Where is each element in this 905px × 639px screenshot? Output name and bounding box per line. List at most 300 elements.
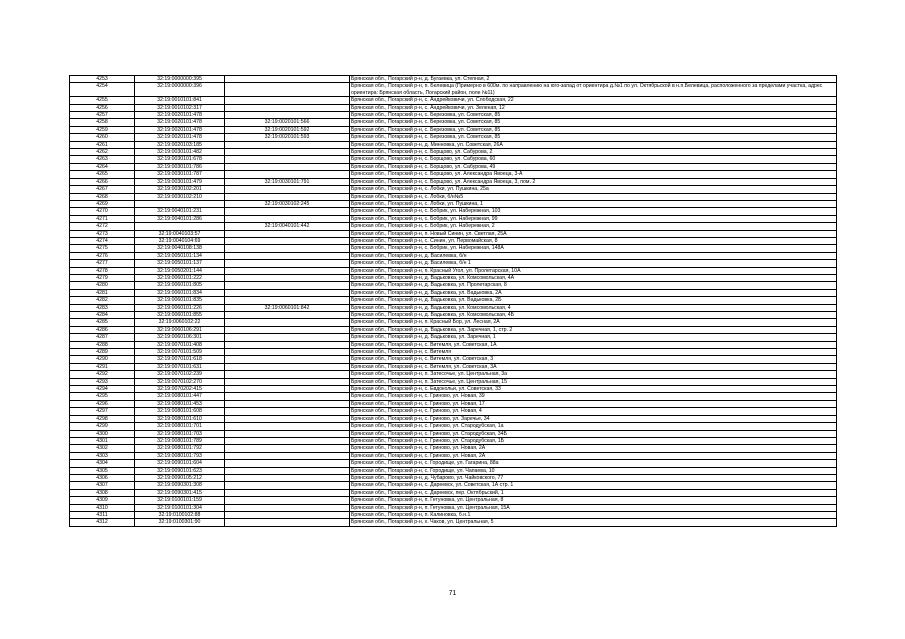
address-cell: Брянская обл., Погарский р-н, с. Бобрик, ул. Набережная, 99 (350, 215, 837, 222)
cadastral-number-cell: 32:19:0070101:408 (135, 341, 225, 348)
row-number-cell: 4270 (70, 208, 135, 215)
cadastral-number-cell: 32:19:0070202:415 (135, 386, 225, 393)
row-number-cell: 4278 (70, 267, 135, 274)
cadastral-number-cell: 32:19:0080101:703 (135, 430, 225, 437)
address-cell: Брянская обл., Погарский р-н, д. Василевка, б/н 1 (350, 260, 837, 267)
premises-number-cell: 32:19:0040101:442 (225, 223, 350, 230)
table-row (70, 334, 837, 341)
table-row (70, 126, 837, 133)
table-row (70, 76, 837, 83)
premises-number-cell (225, 76, 350, 83)
table-row (70, 482, 837, 489)
row-number-cell: 4303 (70, 452, 135, 459)
table-row (70, 312, 837, 319)
table-row (70, 511, 837, 518)
premises-number-cell: 32:19:0030101:791 (225, 178, 350, 185)
premises-number-cell: 32:19:0020101:593 (225, 134, 350, 141)
cadastral-number-cell: 32:19:0010101:841 (135, 97, 225, 104)
table-row (70, 223, 837, 230)
premises-number-cell (225, 171, 350, 178)
row-number-cell: 4297 (70, 408, 135, 415)
row-number-cell: 4283 (70, 304, 135, 311)
table-row (70, 171, 837, 178)
cadastral-number-cell: 32:19:0070101:509 (135, 349, 225, 356)
row-number-cell: 4307 (70, 482, 135, 489)
cadastral-number-cell: 32:19:0070101:618 (135, 356, 225, 363)
cadastral-number-cell: 32:19:0030101:787 (135, 171, 225, 178)
address-cell: Брянская обл., Погарский р-н, д. Минновка, ул. Советская, 26А (350, 141, 837, 148)
row-number-cell: 4299 (70, 423, 135, 430)
premises-number-cell (225, 297, 350, 304)
table-row (70, 386, 837, 393)
address-cell: Брянская обл., Погарский р-н, с. Витемля, ул. Советская, 3А (350, 363, 837, 370)
row-number-cell: 4273 (70, 230, 135, 237)
cadastral-number-cell: 32:19:0080101:792 (135, 445, 225, 452)
row-number-cell: 4268 (70, 193, 135, 200)
cadastral-number-cell: 32:19:0090301:308 (135, 482, 225, 489)
premises-number-cell (225, 511, 350, 518)
table-row (70, 260, 837, 267)
cadastral-number-cell: 32:19:0080101:608 (135, 408, 225, 415)
row-number-cell: 4310 (70, 504, 135, 511)
address-cell: Брянская обл., Погарский р-н, с. Гриново, ул. Стародубская, 1Б (350, 437, 837, 444)
address-cell: Брянская обл., Погарский р-н, с. Гриново, ул. Заречье, 34 (350, 415, 837, 422)
cadastral-number-cell (135, 200, 225, 207)
address-cell: Брянская обл., Погарский р-н, п. Красный Угол, ул. Пролетарская, 10А (350, 267, 837, 274)
row-number-cell: 4275 (70, 245, 135, 252)
row-number-cell: 4257 (70, 112, 135, 119)
address-cell: Брянская обл., Погарский р-н, д. Бугаевка, ул. Степная, 2 (350, 76, 837, 83)
row-number-cell: 4289 (70, 349, 135, 356)
cadastral-number-cell: 32:19:0040104:69 (135, 237, 225, 244)
address-cell: Брянская обл., Погарский р-н, д. Вадьковка, ул. Пролетарская, 8 (350, 282, 837, 289)
table-row (70, 497, 837, 504)
table-row (70, 319, 837, 326)
row-number-cell: 4296 (70, 400, 135, 407)
row-number-cell: 4263 (70, 156, 135, 163)
address-cell: Брянская обл., Погарский р-н, с. Гриново, ул. Новая, 4 (350, 408, 837, 415)
cadastral-number-cell: 32:19:0000000:396 (135, 83, 225, 97)
premises-number-cell (225, 104, 350, 111)
cadastral-number-cell: 32:19:0030102:201 (135, 186, 225, 193)
cadastral-number-cell: 32:19:0020101:478 (135, 119, 225, 126)
premises-number-cell (225, 445, 350, 452)
row-number-cell: 4291 (70, 363, 135, 370)
row-number-cell: 4302 (70, 445, 135, 452)
table-row (70, 356, 837, 363)
address-cell: Брянская обл., Погарский р-н, с. Лобки, ул. Пушкина, 25а (350, 186, 837, 193)
address-cell: Брянская обл., Погарский р-н, с. Бобрик, ул. Набережная, 148А (350, 245, 837, 252)
row-number-cell: 4290 (70, 356, 135, 363)
row-number-cell: 4298 (70, 415, 135, 422)
address-cell: Брянская обл., Погарский р-н, с. Гриново, ул. Новая, 39 (350, 393, 837, 400)
cadastral-number-cell: 32:19:0070102:270 (135, 378, 225, 385)
premises-number-cell (225, 497, 350, 504)
address-cell: Брянская обл., Погарский р-н, д. Вадьковка, ул. Комсомольская, 4Б (350, 312, 837, 319)
row-number-cell: 4294 (70, 386, 135, 393)
cadastral-number-cell: 32:19:0070102:239 (135, 371, 225, 378)
premises-number-cell (225, 489, 350, 496)
row-number-cell: 4305 (70, 467, 135, 474)
table-row (70, 97, 837, 104)
address-cell: Брянская обл., Погарский р-н, с. Городище, ул. Чапаева, 10 (350, 467, 837, 474)
premises-number-cell (225, 460, 350, 467)
cadastral-number-cell: 32:19:0020101:478 (135, 134, 225, 141)
premises-number-cell (225, 437, 350, 444)
cadastral-number-cell: 32:19:0100102:88 (135, 511, 225, 518)
premises-number-cell: 32:19:0030102:245 (225, 200, 350, 207)
premises-number-cell (225, 149, 350, 156)
cadastral-number-cell: 32:19:0060106:291 (135, 326, 225, 333)
row-number-cell: 4284 (70, 312, 135, 319)
table-row (70, 141, 837, 148)
premises-number-cell (225, 252, 350, 259)
table-row (70, 400, 837, 407)
cadastral-number-cell: 32:19:0050101:137 (135, 260, 225, 267)
address-cell: Брянская обл., Погарский р-н, с. Борщово, ул. Александра Явоеца, 3, пом. 2 (350, 178, 837, 185)
cadastral-number-cell: 32:19:0010102:317 (135, 104, 225, 111)
row-number-cell: 4308 (70, 489, 135, 496)
premises-number-cell (225, 163, 350, 170)
address-cell: Брянская обл., Погарский р-н, с. Городище, ул. Гагарина, 88а (350, 460, 837, 467)
address-cell: Брянская обл., Погарский р-н, с. Борщово, ул. Сабурова, 60 (350, 156, 837, 163)
row-number-cell: 4311 (70, 511, 135, 518)
cadastral-number-cell (135, 223, 225, 230)
address-cell: Брянская обл., Погарский р-н, с. Гриново, ул. Стародубская, 34Б (350, 430, 837, 437)
row-number-cell: 4279 (70, 274, 135, 281)
cadastral-number-cell: 32:19:0060101:855 (135, 312, 225, 319)
table-row (70, 489, 837, 496)
premises-number-cell (225, 430, 350, 437)
row-number-cell: 4253 (70, 76, 135, 83)
address-cell: Брянская обл., Погарский р-н, д. Вадьковка, ул. Вадьковка, 2А (350, 289, 837, 296)
address-cell: Брянская обл., Погарский р-н, с. Витемля (350, 349, 837, 356)
cadastral-number-cell: 32:19:0030101:786 (135, 163, 225, 170)
row-number-cell: 4309 (70, 497, 135, 504)
cadastral-number-cell: 32:19:0030101:678 (135, 156, 225, 163)
table-row (70, 378, 837, 385)
row-number-cell: 4287 (70, 334, 135, 341)
premises-number-cell: 32:19:0020101:592 (225, 126, 350, 133)
premises-number-cell (225, 326, 350, 333)
cadastral-number-cell: 32:19:0020103:185 (135, 141, 225, 148)
table-row (70, 200, 837, 207)
address-cell: Брянская обл., Погарский р-н, с. Борщово, ул. Сабурова, 2 (350, 149, 837, 156)
row-number-cell: 4266 (70, 178, 135, 185)
cadastral-number-cell: 32:19:0000000:395 (135, 76, 225, 83)
cadastral-number-cell: 32:19:0060101:226 (135, 304, 225, 311)
premises-number-cell (225, 312, 350, 319)
row-number-cell: 4285 (70, 319, 135, 326)
premises-number-cell (225, 393, 350, 400)
address-cell: Брянская обл., Погарский р-н, с. Гриново, ул. Новая, 17 (350, 400, 837, 407)
table-row (70, 215, 837, 222)
row-number-cell: 4300 (70, 430, 135, 437)
table-row (70, 504, 837, 511)
premises-number-cell: 32:19:0060101:842 (225, 304, 350, 311)
row-number-cell: 4280 (70, 282, 135, 289)
address-cell: Брянская обл., Погарский р-н, п. Новый Синин, ул. Светлая, 25А (350, 230, 837, 237)
table-row (70, 519, 837, 526)
premises-number-cell (225, 274, 350, 281)
address-cell: Брянская обл., Погарский р-н, д. Вадьковка, ул. Заречная, 1, стр. 2 (350, 326, 837, 333)
address-cell: Брянская обл., Погарский р-н, с. Лобки, ул. Пушкина, 1 (350, 200, 837, 207)
cadastral-number-cell: 32:19:0090101:623 (135, 467, 225, 474)
table-row (70, 349, 837, 356)
cadastral-number-cell: 32:19:0060106:301 (135, 334, 225, 341)
row-number-cell: 4260 (70, 134, 135, 141)
address-cell: Брянская обл., Погарский р-н, д. Вадьковка, ул. Комсомольская, 4 (350, 304, 837, 311)
row-number-cell: 4274 (70, 237, 135, 244)
row-number-cell: 4256 (70, 104, 135, 111)
table-row (70, 149, 837, 156)
address-cell: Брянская обл., Погарский р-н, д. Вадьковка, ул. Комсомольская, 4А (350, 274, 837, 281)
address-cell: Брянская обл., Погарский р-н, п. Затесочье, ул. Центральная, 15 (350, 378, 837, 385)
address-cell: Брянская обл., Погарский р-н, с. Дареевск, ул. Советская, 1А стр. 1 (350, 482, 837, 489)
row-number-cell: 4264 (70, 163, 135, 170)
registry-table (69, 75, 837, 527)
row-number-cell: 4312 (70, 519, 135, 526)
cadastral-number-cell: 32:19:0080101:610 (135, 415, 225, 422)
row-number-cell: 4272 (70, 223, 135, 230)
cadastral-number-cell: 32:19:0080101:701 (135, 423, 225, 430)
premises-number-cell (225, 282, 350, 289)
row-number-cell: 4258 (70, 119, 135, 126)
premises-number-cell (225, 423, 350, 430)
address-cell: Брянская обл., Погарский р-н, п. Белевица (Примерно в 600м. по направлению на юго-запад от ориентира д.№1 по ул. Октябрьской в н.п.Белевица, расположенного за пределами участка, адрес ориентира: Брянская область, Погарский район, поле №11) (350, 83, 837, 97)
table-row (70, 445, 837, 452)
cadastral-number-cell: 32:19:0090105:212 (135, 474, 225, 481)
premises-number-cell (225, 112, 350, 119)
table-row (70, 467, 837, 474)
address-cell: Брянская обл., Погарский р-н, д. Чубарово, ул. Чайковского, 77 (350, 474, 837, 481)
table-row (70, 474, 837, 481)
table-row (70, 119, 837, 126)
premises-number-cell (225, 400, 350, 407)
premises-number-cell (225, 186, 350, 193)
table-row (70, 230, 837, 237)
address-cell: Брянская обл., Погарский р-н, с. Березовка, ул. Советская, 85 (350, 119, 837, 126)
address-cell: Брянская обл., Погарский р-н, с. Бобрик, ул. Набережная, 2 (350, 223, 837, 230)
table-row (70, 104, 837, 111)
address-cell: Брянская обл., Погарский р-н, с. Синин, ул. Первомайская, 8 (350, 237, 837, 244)
address-cell: Брянская обл., Погарский р-н, п. Калиновка, б.н.1 (350, 511, 837, 518)
cadastral-number-cell: 32:19:0060101:222 (135, 274, 225, 281)
cadastral-number-cell: 32:19:0070101:631 (135, 363, 225, 370)
premises-number-cell (225, 319, 350, 326)
cadastral-number-cell: 32:19:0020101:478 (135, 112, 225, 119)
premises-number-cell (225, 519, 350, 526)
cadastral-number-cell: 32:19:0050101:134 (135, 252, 225, 259)
cadastral-number-cell: 32:19:0100101:159 (135, 497, 225, 504)
address-cell: Брянская обл., Погарский р-н, с. Березовка, ул. Советская, 85 (350, 134, 837, 141)
table-row (70, 156, 837, 163)
cadastral-number-cell: 32:19:0060101:835 (135, 297, 225, 304)
premises-number-cell (225, 334, 350, 341)
table-row (70, 208, 837, 215)
table-row (70, 274, 837, 281)
premises-number-cell (225, 215, 350, 222)
premises-number-cell (225, 237, 350, 244)
address-cell: Брянская обл., Погарский р-н, с. Березовка, ул. Советская, 85 (350, 112, 837, 119)
address-cell: Брянская обл., Погарский р-н, с. Гриново, ул. Новая, 2А (350, 452, 837, 459)
premises-number-cell (225, 260, 350, 267)
table-row (70, 371, 837, 378)
table-row (70, 430, 837, 437)
premises-number-cell (225, 371, 350, 378)
premises-number-cell (225, 193, 350, 200)
row-number-cell: 4271 (70, 215, 135, 222)
cadastral-number-cell: 32:19:0060102:22 (135, 319, 225, 326)
premises-number-cell (225, 386, 350, 393)
table-row (70, 289, 837, 296)
table-row (70, 408, 837, 415)
premises-number-cell (225, 230, 350, 237)
row-number-cell: 4265 (70, 171, 135, 178)
address-cell: Брянская обл., Погарский р-н, с. Андрейковичи, ул. Зеленая, 12 (350, 104, 837, 111)
address-cell: Брянская обл., Погарский р-н, с. Андрейковичи, ул. Слободская, 22 (350, 97, 837, 104)
row-number-cell: 4255 (70, 97, 135, 104)
premises-number-cell (225, 482, 350, 489)
row-number-cell: 4262 (70, 149, 135, 156)
row-number-cell: 4282 (70, 297, 135, 304)
table-row (70, 282, 837, 289)
cadastral-number-cell: 32:19:0080101:447 (135, 393, 225, 400)
row-number-cell: 4292 (70, 371, 135, 378)
cadastral-number-cell: 32:19:0090101:604 (135, 460, 225, 467)
table-row (70, 163, 837, 170)
address-cell: Брянская обл., Погарский р-н, с. Витемля, ул. Советская, 3 (350, 356, 837, 363)
premises-number-cell (225, 245, 350, 252)
premises-number-cell (225, 156, 350, 163)
address-cell: Брянская обл., Погарский р-н, п. Затесочье, ул. Центральная, 3а (350, 371, 837, 378)
table-row (70, 437, 837, 444)
address-cell: Брянская обл., Погарский р-н, д. Вадьковка, ул. Заречная, 1 (350, 334, 837, 341)
address-cell: Брянская обл., Погарский р-н, с. Гриново, ул. Новая, 2А (350, 445, 837, 452)
row-number-cell: 4281 (70, 289, 135, 296)
cadastral-number-cell: 32:19:0100301:90 (135, 519, 225, 526)
row-number-cell: 4288 (70, 341, 135, 348)
table-row (70, 393, 837, 400)
row-number-cell: 4286 (70, 326, 135, 333)
row-number-cell: 4269 (70, 200, 135, 207)
cadastral-number-cell: 32:19:0050201:144 (135, 267, 225, 274)
premises-number-cell (225, 208, 350, 215)
cadastral-number-cell: 32:19:0060101:834 (135, 289, 225, 296)
premises-number-cell (225, 474, 350, 481)
table-row (70, 460, 837, 467)
page-number: 71 (448, 590, 457, 597)
table-row (70, 326, 837, 333)
premises-number-cell (225, 267, 350, 274)
table-row (70, 452, 837, 459)
table-row (70, 304, 837, 311)
premises-number-cell (225, 341, 350, 348)
table-row (70, 423, 837, 430)
cadastral-number-cell: 32:19:0090301:415 (135, 489, 225, 496)
cadastral-number-cell: 32:19:0030101:479 (135, 178, 225, 185)
address-cell: Брянская обл., Погарский р-н, х. Чаков, ул. Центральная, 5 (350, 519, 837, 526)
row-number-cell: 4293 (70, 378, 135, 385)
cadastral-number-cell: 32:19:0030101:482 (135, 149, 225, 156)
address-cell: Брянская обл., Погарский р-н, п. Красный Бор, ул. Лесная, 2А (350, 319, 837, 326)
address-cell: Брянская обл., Погарский р-н, с. Евдокольи, ул. Советская, 33 (350, 386, 837, 393)
address-cell: Брянская обл., Погарский р-н, с. Бобрик, ул. Набережная, 103 (350, 208, 837, 215)
cadastral-number-cell: 32:19:0030102:210 (135, 193, 225, 200)
table-row (70, 186, 837, 193)
address-cell: Брянская обл., Погарский р-н, с. Дареевск, пер. Октябрьский, 1 (350, 489, 837, 496)
cadastral-number-cell: 32:19:0020101:478 (135, 126, 225, 133)
premises-number-cell (225, 356, 350, 363)
cadastral-number-cell: 32:19:0040101:286 (135, 215, 225, 222)
cadastral-number-cell: 32:19:0080101:453 (135, 400, 225, 407)
premises-number-cell: 32:19:0020101:566 (225, 119, 350, 126)
row-number-cell: 4254 (70, 83, 135, 97)
table-row (70, 363, 837, 370)
premises-number-cell (225, 452, 350, 459)
address-cell: Брянская обл., Погарский р-н, с. Лобки, б/н№5 (350, 193, 837, 200)
premises-number-cell (225, 504, 350, 511)
table-row (70, 134, 837, 141)
cadastral-number-cell: 32:19:0040101:231 (135, 208, 225, 215)
cadastral-number-cell: 32:19:0080101:793 (135, 452, 225, 459)
address-cell: Брянская обл., Погарский р-н, с. Березовка, ул. Советская, 85 (350, 126, 837, 133)
address-cell: Брянская обл., Погарский р-н, д. Вадьковка, ул. Вадьковка, 2Б (350, 297, 837, 304)
row-number-cell: 4301 (70, 437, 135, 444)
premises-number-cell (225, 83, 350, 97)
row-number-cell: 4276 (70, 252, 135, 259)
address-cell: Брянская обл., Погарский р-н, с. Борщово, ул. Сабурова, 49 (350, 163, 837, 170)
cadastral-number-cell: 32:19:0060101:805 (135, 282, 225, 289)
premises-number-cell (225, 349, 350, 356)
address-cell: Брянская обл., Погарский р-н, с. Гриново, ул. Стародубская, 1а (350, 423, 837, 430)
cadastral-number-cell: 32:19:0080101:789 (135, 437, 225, 444)
table-row (70, 252, 837, 259)
table-row (70, 193, 837, 200)
cadastral-number-cell: 32:19:0040103:57 (135, 230, 225, 237)
row-number-cell: 4259 (70, 126, 135, 133)
table-row (70, 267, 837, 274)
cadastral-number-cell: 32:19:0100101:304 (135, 504, 225, 511)
table-row (70, 297, 837, 304)
row-number-cell: 4295 (70, 393, 135, 400)
table-row (70, 415, 837, 422)
row-number-cell: 4304 (70, 460, 135, 467)
table-row (70, 341, 837, 348)
table-row (70, 245, 837, 252)
address-cell: Брянская обл., Погарский р-н, д. Василевка, б/н (350, 252, 837, 259)
premises-number-cell (225, 97, 350, 104)
table-row (70, 112, 837, 119)
premises-number-cell (225, 415, 350, 422)
address-cell: Брянская обл., Погарский р-н, с. Борщово, ул. Александра Явоеца, 3-А (350, 171, 837, 178)
table-row (70, 83, 837, 97)
premises-number-cell (225, 289, 350, 296)
row-number-cell: 4306 (70, 474, 135, 481)
row-number-cell: 4277 (70, 260, 135, 267)
row-number-cell: 4261 (70, 141, 135, 148)
address-cell: Брянская обл., Погарский р-н, с. Витемля, ул. Советская, 1А (350, 341, 837, 348)
premises-number-cell (225, 141, 350, 148)
row-number-cell: 4267 (70, 186, 135, 193)
address-cell: Брянская обл., Погарский р-н, п. Гетуновка, ул. Центральная, 8 (350, 497, 837, 504)
premises-number-cell (225, 378, 350, 385)
table-row (70, 237, 837, 244)
premises-number-cell (225, 363, 350, 370)
table-row (70, 178, 837, 185)
premises-number-cell (225, 467, 350, 474)
cadastral-number-cell: 32:19:0040108:138 (135, 245, 225, 252)
